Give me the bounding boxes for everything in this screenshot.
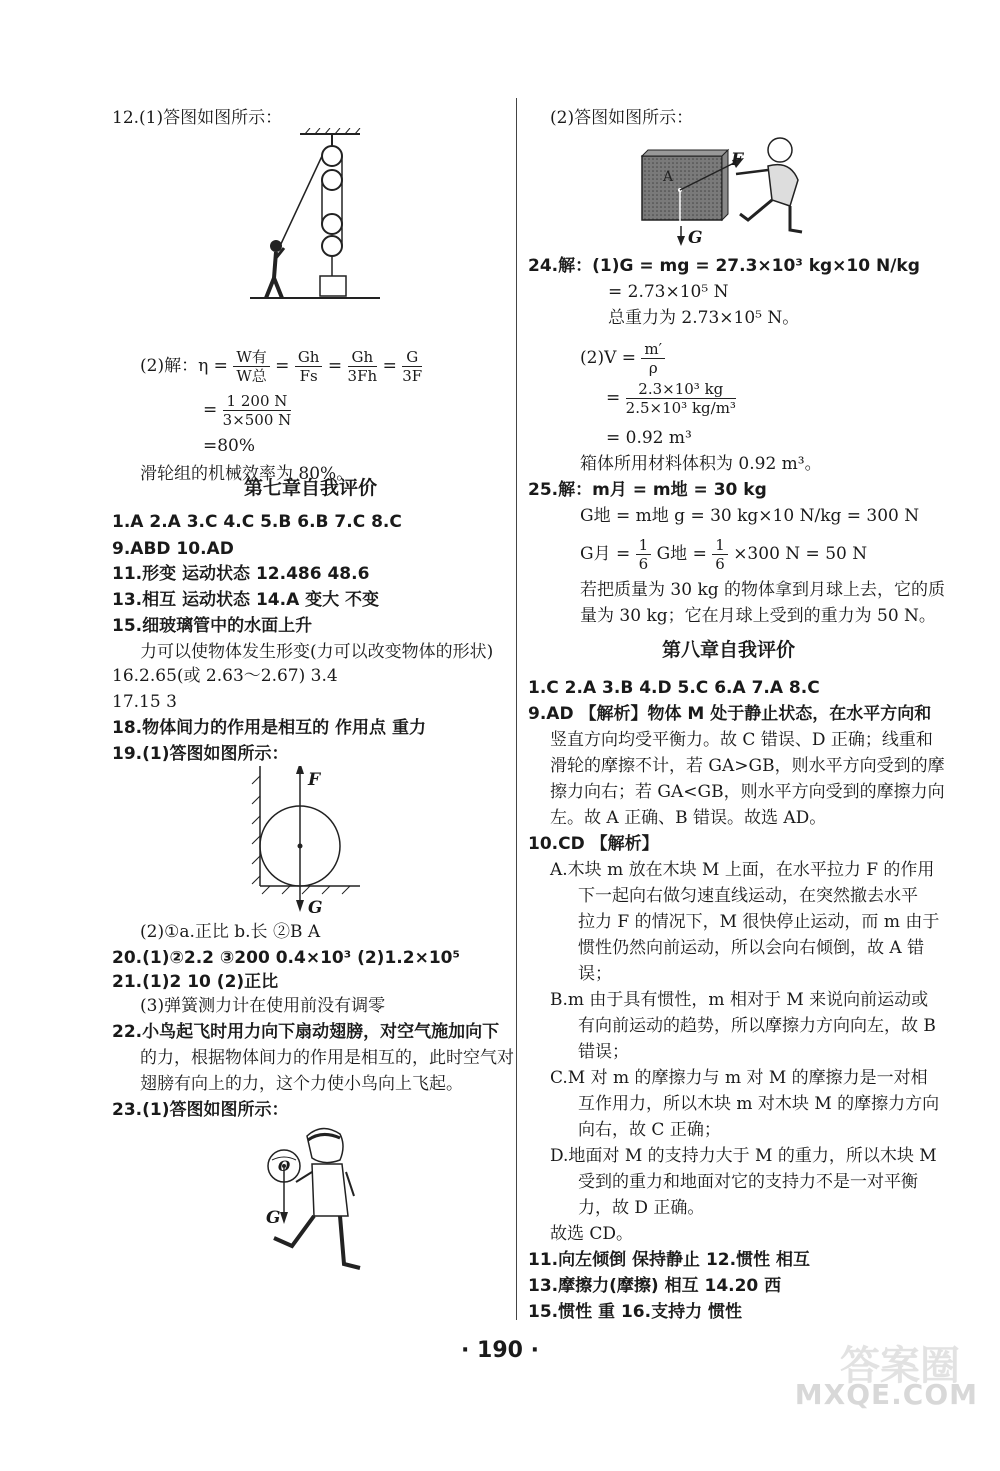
fraction: $\frac{\text{W有}}{\text{W总}}$ <box>233 348 269 385</box>
fraction: $\frac{Gh}{3Fh}$ <box>347 348 378 385</box>
answer-line: 25.解：m月 = m地 = 30 kg <box>528 480 767 500</box>
answer-line: 13.相互 运动状态 14.A 变大 不变 <box>112 590 380 610</box>
answer-line: 若把质量为 30 kg 的物体拿到月球上去，它的质 <box>580 580 946 600</box>
eta-prefix: (2)解：η = <box>140 356 228 376</box>
answer-line: 惯性仍然向前运动，所以会向右倾倒，故 A 错 <box>578 938 925 958</box>
column-divider <box>516 98 517 1320</box>
answer-line: 15.惯性 重 16.支持力 惯性 <box>528 1302 742 1322</box>
boy-kicking-ball-figure <box>262 1126 372 1276</box>
point-label-O: O <box>278 1159 291 1175</box>
pulley-figure <box>250 128 380 308</box>
answer-line: 竖直方向均受平衡力。故 C 错误、D 正确；线重和 <box>550 730 933 750</box>
answer-line: 下一起向右做匀速直线运动，在突然撤去水平 <box>578 886 918 906</box>
answer-line: 受到的重力和地面对它的支持力不是一对平衡 <box>578 1172 918 1192</box>
box-label-A: A <box>663 169 674 185</box>
answer-line: 翅膀有向上的力，这个力使小鸟向上飞起。 <box>140 1074 463 1094</box>
force-label-G: G <box>308 898 323 918</box>
answer-line: 总重力为 2.73×10⁵ N。 <box>608 308 800 328</box>
answer-line: C.M 对 m 的摩擦力与 m 对 M 的摩擦力是一对相 <box>550 1068 928 1088</box>
fraction: $\frac{G}{3F}$ <box>402 348 423 385</box>
fraction: $\frac{1}{6}$ <box>712 536 728 573</box>
answer-line: 23.(1)答图如图所示： <box>112 1100 289 1120</box>
answer-line: 误； <box>578 964 612 984</box>
answer-line: 错误； <box>578 1042 629 1062</box>
answer-line: 1.C 2.A 3.B 4.D 5.C 6.A 7.A 8.C <box>528 678 820 698</box>
answer-line: 力，故 D 正确。 <box>578 1198 705 1218</box>
fraction: $\frac{Gh}{Fs}$ <box>295 348 323 385</box>
answer-line: G地 = m地 g = 30 kg×10 N/kg = 300 N <box>580 506 920 526</box>
answer-line: 故选 CD。 <box>550 1224 634 1244</box>
answer-line: (2)答图如图所示： <box>550 108 694 128</box>
answer-line: = 2.73×10⁵ N <box>608 282 729 302</box>
formula-line: = $\frac{\text{2.3×10³ kg}}{\text{2.5×10³ kg/m³}}$ <box>606 380 736 417</box>
answer-line: 有向前运动的趋势，所以摩擦力方向向左，故 B <box>578 1016 936 1036</box>
formula-line: (2)V = $\frac{m'}{\rho}$ <box>580 340 665 377</box>
answer-line: 11.向左倾倒 保持静止 12.惯性 相互 <box>528 1250 810 1270</box>
answer-line: 左。故 A 正确、B 错误。故选 AD。 <box>550 808 827 828</box>
answer-line: A.木块 m 放在木块 M 上面，在水平拉力 F 的作用 <box>550 860 935 880</box>
answer-line: 拉力 F 的情况下，M 很快停止运动，而 m 由于 <box>578 912 940 932</box>
answer-line: 19.(1)答图如图所示： <box>112 744 289 764</box>
answer-line: 21.(1)2 10 (2)正比 <box>112 972 279 992</box>
ball-wall-figure <box>250 766 360 914</box>
answer-line: 9.AD 【解析】物体 M 处于静止状态，在水平方向和 <box>528 704 932 724</box>
answer-line: 量为 30 kg；它在月球上受到的重力为 50 N。 <box>580 606 936 626</box>
fraction: $\frac{m'}{\rho}$ <box>641 340 665 377</box>
answer-line: D.地面对 M 的支持力大于 M 的重力，所以木块 M <box>550 1146 937 1166</box>
force-label-G: G <box>266 1208 281 1228</box>
answer-line: 20.(1)②2.2 ③200 0.4×10³ (2)1.2×10⁵ <box>112 948 460 968</box>
force-label-G: G <box>688 228 703 248</box>
fraction: $\frac{1 200 N}{3\times 500 N}$ <box>222 392 292 429</box>
answer-line: = 0.92 m³ <box>606 428 692 448</box>
answer-line: 互作用力，所以木块 m 对木块 M 的摩擦力方向 <box>578 1094 940 1114</box>
q12-calc: = $\frac{1 200 N}{3\times 500 N}$ <box>203 392 292 429</box>
fraction: $\frac{1}{6}$ <box>636 536 652 573</box>
answer-line: 10.CD 【解析】 <box>528 834 659 854</box>
force-label-F: F <box>731 150 744 170</box>
answer-line: 22.小鸟起飞时用力向下扇动翅膀，对空气施加向下 <box>112 1022 500 1042</box>
answer-line: 17.15 3 <box>112 692 177 712</box>
answer-line: (3)弹簧测力计在使用前没有调零 <box>140 996 386 1016</box>
formula-line: G月 = $\frac{1}{6}$ G地 = $\frac{1}{6}$ ×300 N = 50 N <box>580 536 868 573</box>
chapter8-title: 第八章自我评价 <box>662 639 796 661</box>
answer-line: 9.ABD 10.AD <box>112 539 234 559</box>
answer-line: 18.物体间力的作用是相互的 作用点 重力 <box>112 718 426 738</box>
answer-line: 向右，故 C 正确； <box>578 1120 721 1140</box>
answer-line: 1.A 2.A 3.C 4.C 5.B 6.B 7.C 8.C <box>112 512 402 532</box>
q12-formula: (2)解：η = $\frac{\text{W有}}{\text{W总}}$ = $\frac{Gh}{Fs}$ = $\frac{Gh}{3Fh}$ = $\frac{G}{3F}$ <box>140 348 423 385</box>
answer-line: 16.2.65(或 2.63～2.67) 3.4 <box>112 666 338 686</box>
answer-line: (2)①a.正比 b.长 ②B A <box>140 922 321 942</box>
gravity-arrow <box>676 226 686 246</box>
answer-line: 滑轮的摩擦不计，若 GA>GB，则水平方向受到的摩 <box>550 756 945 776</box>
answer-line: 的力，根据物体间力的作用是相互的，此时空气对 <box>140 1048 514 1068</box>
fraction: $\frac{\text{2.3×10³ kg}}{\text{2.5×10³ kg/m³}}$ <box>625 380 736 417</box>
chapter7-title: 第七章自我评价 <box>244 477 378 499</box>
answer-line: 24.解：(1)G = mg = 27.3×10³ kg×10 N/kg <box>528 256 920 276</box>
answer-line: 力可以使物体发生形变(力可以改变物体的形状) <box>140 642 494 662</box>
watermark: MXQE.COM <box>794 1378 978 1411</box>
answer-line: 擦力向右；若 GA<GB，则水平方向受到的摩擦力向 <box>550 782 945 802</box>
q12-result: =80% <box>203 436 256 456</box>
answer-line: 11.形变 运动状态 12.486 48.6 <box>112 564 370 584</box>
page-number: · 190 · <box>461 1338 539 1363</box>
watermark-logo: 答案圈 <box>840 1342 960 1389</box>
answer-line: B.m 由于具有惯性，m 相对于 M 来说向前运动或 <box>550 990 929 1010</box>
answer-line: 15.细玻璃管中的水面上升 <box>112 616 313 636</box>
answer-line: 箱体所用材料体积为 0.92 m³。 <box>580 454 822 474</box>
q12-line: 12.(1)答图如图所示： <box>112 108 283 128</box>
force-label-F: F <box>308 770 321 790</box>
q12-conclusion: 滑轮组的机械效率为 80%。 <box>140 464 354 484</box>
answer-line: 13.摩擦力(摩擦) 相互 14.20 西 <box>528 1276 782 1296</box>
